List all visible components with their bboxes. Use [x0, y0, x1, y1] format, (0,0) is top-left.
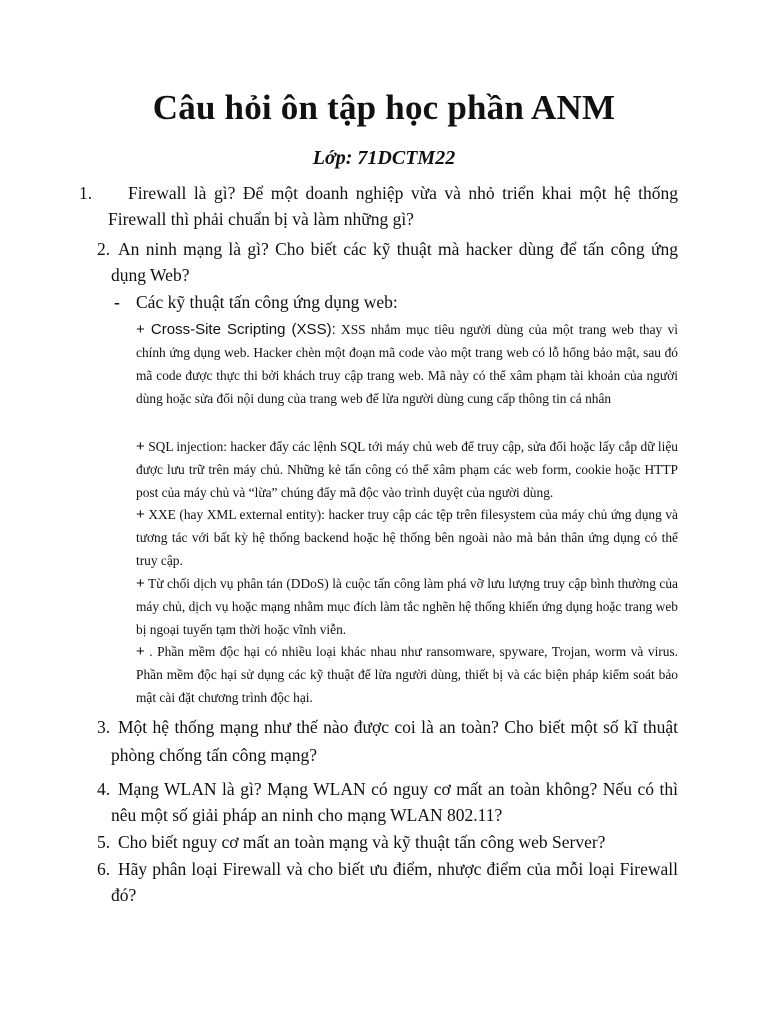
attack-item-xss: [136, 318, 678, 410]
question-item: [97, 856, 678, 908]
attack-item-lead: +: [136, 643, 145, 660]
attack-item-text: XSS nhắm mục tiêu người dùng của một trang web thay vì chính ứng dụng web. Hacker chèn một đoạn mã code vào một trang web có lỗ hổng bảo mật, sau đó mã code được thực thi bởi khách truy cập trang web. Mã này có thể xâm phạm tài khoản của người dùng hoặc sửa đổi nội dung của trang web để lừa người dùng cung cấp thông tin cá nhân: [136, 322, 678, 406]
question-item: [97, 829, 678, 855]
attack-item-text: SQL injection: hacker đẩy các lệnh SQL tới máy chủ web để truy cập, sửa đổi hoặc lấy cắp dữ liệu được lưu trữ trên máy chủ. Những kẻ tấn công có thể xâm phạm các web form, cookie hoặc HTTP post của máy chủ và “lừa” chúng đẩy mã độc vào trình duyệt của người dùng.: [136, 439, 678, 500]
attack-item-text: Từ chối dịch vụ phân tán (DDoS) là cuộc tấn công làm phá vỡ lưu lượng truy cập bình thường của máy chủ, dịch vụ hoặc mạng nhằm mục đích làm tắc nghẽn hệ thống khiến ứng dụng hoặc trang web bị ngoại tuyến tạm thời hoặc vĩnh viễn.: [136, 576, 678, 637]
question-item: [79, 180, 678, 232]
attack-item-lead: + Cross-Site Scripting (XSS):: [136, 321, 336, 338]
attack-item-malware: [136, 640, 678, 709]
question-number: 1.: [79, 183, 93, 203]
question-item: [97, 776, 678, 828]
question-number: 4.: [97, 779, 111, 799]
attack-item-lead: +: [136, 438, 145, 455]
attack-techniques-heading-text: Các kỹ thuật tấn công ứng dụng web:: [136, 292, 398, 312]
question-text: Firewall là gì? Để một doanh nghiệp vừa và nhỏ triển khai một hệ thống Firewall thì phải chuẩn bị và làm những gì?: [108, 183, 678, 229]
question-item: [97, 236, 678, 288]
question-number: 2.: [97, 239, 111, 259]
attack-item-lead: +: [136, 506, 145, 523]
attack-techniques-heading: [114, 289, 676, 315]
attack-item-text: . Phần mềm độc hại có nhiều loại khác nhau như ransomware, spyware, Trojan, worm và virus. Phần mềm độc hại sử dụng các kỹ thuật để lừa người dùng, thiết bị và các biện pháp kiểm soát bảo mật cài đặt chương trình độc hại.: [136, 644, 678, 705]
question-text: An ninh mạng là gì? Cho biết các kỹ thuật mà hacker dùng để tấn công ứng dụng Web?: [111, 239, 678, 285]
dash-bullet: -: [114, 292, 120, 312]
question-item: [97, 713, 678, 769]
attack-item-ddos: [136, 572, 678, 641]
question-text: Mạng WLAN là gì? Mạng WLAN có nguy cơ mất an toàn không? Nếu có thì nêu một số giải pháp an ninh cho mạng WLAN 802.11?: [111, 779, 678, 825]
question-text: Cho biết nguy cơ mất an toàn mạng và kỹ thuật tấn công web Server?: [118, 832, 606, 852]
class-subtitle: Lớp: 71DCTM22: [312, 147, 456, 169]
attack-item-text: XXE (hay XML external entity): hacker truy cập các tệp trên filesystem của máy chủ ứng dụng và tương tác với bất kỳ hệ thống backend hoặc hệ thống bên ngoài nào mà bản thân ứng dụng có thể truy cập.: [136, 507, 678, 568]
page-title: Câu hỏi ôn tập học phần ANM: [152, 88, 616, 127]
question-number: 5.: [97, 832, 111, 852]
question-text: Hãy phân loại Firewall và cho biết ưu điểm, nhược điểm của mỗi loại Firewall đó?: [111, 859, 678, 905]
attack-item-sql-injection: [136, 435, 678, 504]
question-number: 6.: [97, 859, 111, 879]
question-number: 3.: [97, 717, 111, 737]
attack-item-xxe: [136, 503, 678, 572]
attack-item-lead: +: [136, 575, 145, 592]
question-text: Một hệ thống mạng như thế nào được coi là an toàn? Cho biết một số kĩ thuật phòng chống tấn công mạng?: [111, 717, 678, 765]
